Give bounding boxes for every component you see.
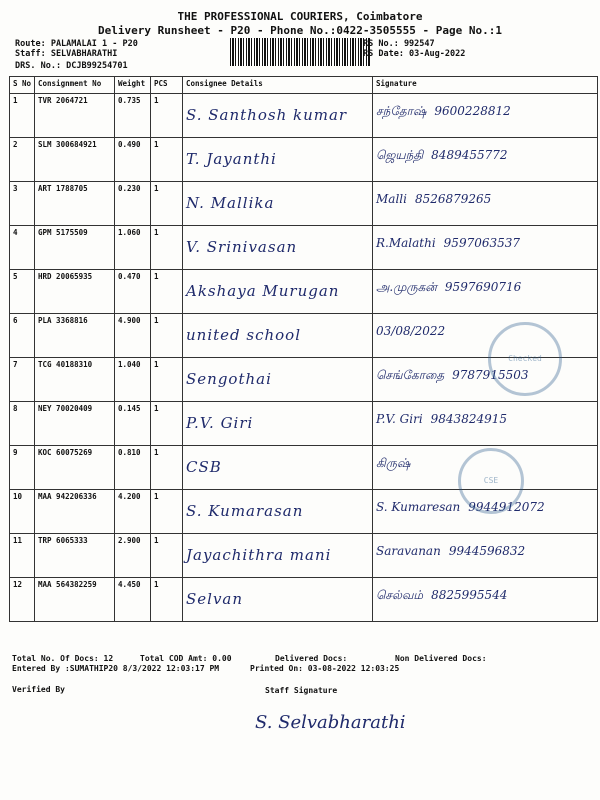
row-sno: 1 bbox=[10, 94, 35, 138]
row-consignee bbox=[183, 138, 373, 182]
signature-text: அ.முருகன் bbox=[376, 280, 437, 294]
row-sno: 5 bbox=[10, 270, 35, 314]
row-consignee bbox=[183, 358, 373, 402]
receiver-phone: 9597063537 bbox=[443, 236, 521, 250]
table-row bbox=[10, 402, 598, 446]
row-sno: 3 bbox=[10, 182, 35, 226]
row-consignment-no: TVR 2064721 bbox=[35, 94, 115, 138]
signature-text: கிருஷ் bbox=[376, 456, 411, 470]
row-consignment-no: TRP 6065333 bbox=[35, 534, 115, 578]
row-weight: 0.145 bbox=[115, 402, 151, 446]
signature-text: Saravanan bbox=[376, 544, 441, 558]
row-signature bbox=[373, 138, 598, 182]
col-consignment: Consignment No bbox=[35, 77, 115, 94]
row-consignee bbox=[183, 534, 373, 578]
verified-by: Verified By bbox=[12, 685, 65, 694]
row-consignment-no: NEY 70020409 bbox=[35, 402, 115, 446]
row-signature bbox=[373, 94, 598, 138]
signature-text: சந்தோஷ் bbox=[376, 104, 427, 118]
consignee-handwritten-name: V. Srinivasan bbox=[186, 238, 298, 256]
receiver-phone: 8825995544 bbox=[431, 588, 508, 602]
row-consignee bbox=[183, 314, 373, 358]
printed-on: Printed On: 03-08-2022 12:03:25 bbox=[250, 664, 400, 673]
consignee-handwritten-name: united school bbox=[186, 326, 302, 344]
row-sno: 7 bbox=[10, 358, 35, 402]
row-sno: 4 bbox=[10, 226, 35, 270]
row-weight: 4.450 bbox=[115, 578, 151, 622]
row-weight: 0.810 bbox=[115, 446, 151, 490]
total-docs: Total No. Of Docs: 12 bbox=[12, 654, 114, 663]
table-header-row bbox=[10, 77, 598, 94]
table-row bbox=[10, 138, 598, 182]
row-consignment-no: SLM 300684921 bbox=[35, 138, 115, 182]
row-signature bbox=[373, 270, 598, 314]
row-pcs: 1 bbox=[151, 270, 183, 314]
signature-text: R.Malathi bbox=[376, 236, 436, 250]
route-text: Route: PALAMALAI 1 - P20 bbox=[15, 39, 138, 49]
row-signature bbox=[373, 358, 598, 402]
consignee-handwritten-name: Jayachithra mani bbox=[186, 546, 332, 564]
row-consignee bbox=[183, 446, 373, 490]
consignee-handwritten-name: T. Jayanthi bbox=[186, 150, 277, 168]
row-consignment-no: GPM 5175509 bbox=[35, 226, 115, 270]
row-pcs: 1 bbox=[151, 402, 183, 446]
col-consignee: Consignee Details bbox=[183, 77, 373, 94]
col-weight: Weight bbox=[115, 77, 151, 94]
row-signature bbox=[373, 534, 598, 578]
table-row bbox=[10, 534, 598, 578]
signature-text: செல்வம் bbox=[376, 588, 424, 602]
company-title: THE PROFESSIONAL COURIERS, Coimbatore bbox=[177, 10, 423, 23]
row-sno: 8 bbox=[10, 402, 35, 446]
row-consignee bbox=[183, 94, 373, 138]
row-sno: 12 bbox=[10, 578, 35, 622]
row-pcs: 1 bbox=[151, 182, 183, 226]
receiver-signature bbox=[376, 588, 594, 604]
consignee-handwritten-name: P.V. Giri bbox=[186, 414, 254, 432]
row-weight: 0.470 bbox=[115, 270, 151, 314]
row-pcs: 1 bbox=[151, 314, 183, 358]
row-weight: 1.040 bbox=[115, 358, 151, 402]
row-consignee bbox=[183, 578, 373, 622]
row-weight: 0.735 bbox=[115, 94, 151, 138]
receiver-signature bbox=[376, 148, 594, 164]
receiver-phone: 9944596832 bbox=[448, 544, 526, 558]
row-sno: 6 bbox=[10, 314, 35, 358]
staff-handwritten-signature: S. Selvabharathi bbox=[255, 712, 406, 733]
row-weight: 4.900 bbox=[115, 314, 151, 358]
col-sno: S No bbox=[10, 77, 35, 94]
rs-no-text: RS No.: 992547 bbox=[363, 39, 435, 49]
receiver-phone: 8489455772 bbox=[431, 148, 508, 162]
entered-by: Entered By :SUMATHIP20 8/3/2022 12:03:17 PM bbox=[12, 664, 220, 673]
table-row bbox=[10, 270, 598, 314]
consignee-handwritten-name: CSB bbox=[186, 458, 222, 476]
receiver-signature bbox=[376, 236, 594, 250]
receiver-signature bbox=[376, 544, 594, 558]
receiver-signature bbox=[376, 192, 594, 206]
row-consignment-no: KOC 60075269 bbox=[35, 446, 115, 490]
consignee-handwritten-name: Selvan bbox=[186, 590, 244, 608]
receiver-phone: 9944912072 bbox=[468, 500, 545, 514]
row-pcs: 1 bbox=[151, 138, 183, 182]
table-row bbox=[10, 578, 598, 622]
receiver-phone: 9600228812 bbox=[434, 104, 511, 118]
receiver-phone: 9597690716 bbox=[444, 280, 522, 294]
signature-text: Malli bbox=[376, 192, 407, 206]
row-signature bbox=[373, 182, 598, 226]
consignee-handwritten-name: N. Mallika bbox=[186, 194, 275, 212]
runsheet-subtitle: Delivery Runsheet - P20 - Phone No.:0422-3505555 - Page No.:1 bbox=[98, 24, 502, 37]
consignee-handwritten-name: Akshaya Murugan bbox=[186, 282, 340, 300]
receiver-signature bbox=[376, 412, 594, 426]
row-sno: 11 bbox=[10, 534, 35, 578]
row-weight: 2.900 bbox=[115, 534, 151, 578]
receiver-signature bbox=[376, 324, 594, 338]
stamp-checked: Checked bbox=[488, 322, 562, 396]
row-sno: 10 bbox=[10, 490, 35, 534]
row-consignment-no: TCG 40188310 bbox=[35, 358, 115, 402]
row-consignment-no: MAA 942206336 bbox=[35, 490, 115, 534]
row-weight: 4.200 bbox=[115, 490, 151, 534]
signature-text: 03/08/2022 bbox=[376, 324, 446, 338]
receiver-phone: 8526879265 bbox=[414, 192, 492, 206]
consignee-handwritten-name: Sengothai bbox=[186, 370, 272, 388]
row-consignment-no: ART 1788705 bbox=[35, 182, 115, 226]
staff-text: Staff: SELVABHARATHI bbox=[15, 49, 118, 59]
row-consignee bbox=[183, 226, 373, 270]
col-pcs: PCS bbox=[151, 77, 183, 94]
row-weight: 0.230 bbox=[115, 182, 151, 226]
row-signature bbox=[373, 226, 598, 270]
row-pcs: 1 bbox=[151, 578, 183, 622]
row-consignment-no: PLA 3368816 bbox=[35, 314, 115, 358]
receiver-phone: 9843824915 bbox=[430, 412, 508, 426]
row-consignee bbox=[183, 182, 373, 226]
row-signature bbox=[373, 314, 598, 358]
row-pcs: 1 bbox=[151, 358, 183, 402]
row-weight: 0.490 bbox=[115, 138, 151, 182]
row-signature bbox=[373, 578, 598, 622]
row-consignment-no: MAA 564382259 bbox=[35, 578, 115, 622]
total-cod: Total COD Amt: 0.00 bbox=[140, 654, 232, 663]
row-sno: 9 bbox=[10, 446, 35, 490]
row-pcs: 1 bbox=[151, 94, 183, 138]
row-consignee bbox=[183, 490, 373, 534]
receiver-signature bbox=[376, 280, 594, 296]
row-sno: 2 bbox=[10, 138, 35, 182]
rs-date-text: RS Date: 03-Aug-2022 bbox=[363, 49, 466, 59]
row-pcs: 1 bbox=[151, 490, 183, 534]
row-pcs: 1 bbox=[151, 226, 183, 270]
signature-text: P.V. Giri bbox=[376, 412, 423, 426]
row-signature bbox=[373, 402, 598, 446]
barcode bbox=[230, 38, 370, 66]
signature-text: செங்கோதை bbox=[376, 368, 445, 382]
table-row bbox=[10, 94, 598, 138]
row-consignment-no: HRD 20065935 bbox=[35, 270, 115, 314]
drs-text: DRS. No.: DCJB99254701 bbox=[15, 61, 128, 71]
stamp-cse: CSE bbox=[458, 448, 524, 514]
consignee-handwritten-name: S. Santhosh kumar bbox=[186, 106, 348, 124]
row-pcs: 1 bbox=[151, 446, 183, 490]
row-pcs: 1 bbox=[151, 534, 183, 578]
receiver-phone: 9787915503 bbox=[452, 368, 529, 382]
row-consignee bbox=[183, 402, 373, 446]
row-consignee bbox=[183, 270, 373, 314]
receiver-signature bbox=[376, 104, 594, 120]
delivered-docs: Delivered Docs: bbox=[275, 654, 348, 663]
row-weight: 1.060 bbox=[115, 226, 151, 270]
staff-signature-label: Staff Signature bbox=[265, 686, 338, 695]
table-row bbox=[10, 182, 598, 226]
receiver-signature bbox=[376, 368, 594, 384]
col-signature: Signature bbox=[373, 77, 598, 94]
non-delivered-docs: Non Delivered Docs: bbox=[395, 654, 487, 663]
signature-text: S. Kumaresan bbox=[376, 500, 461, 514]
signature-text: ஜெயந்தி bbox=[376, 148, 424, 162]
consignee-handwritten-name: S. Kumarasan bbox=[186, 502, 304, 520]
table-row bbox=[10, 226, 598, 270]
